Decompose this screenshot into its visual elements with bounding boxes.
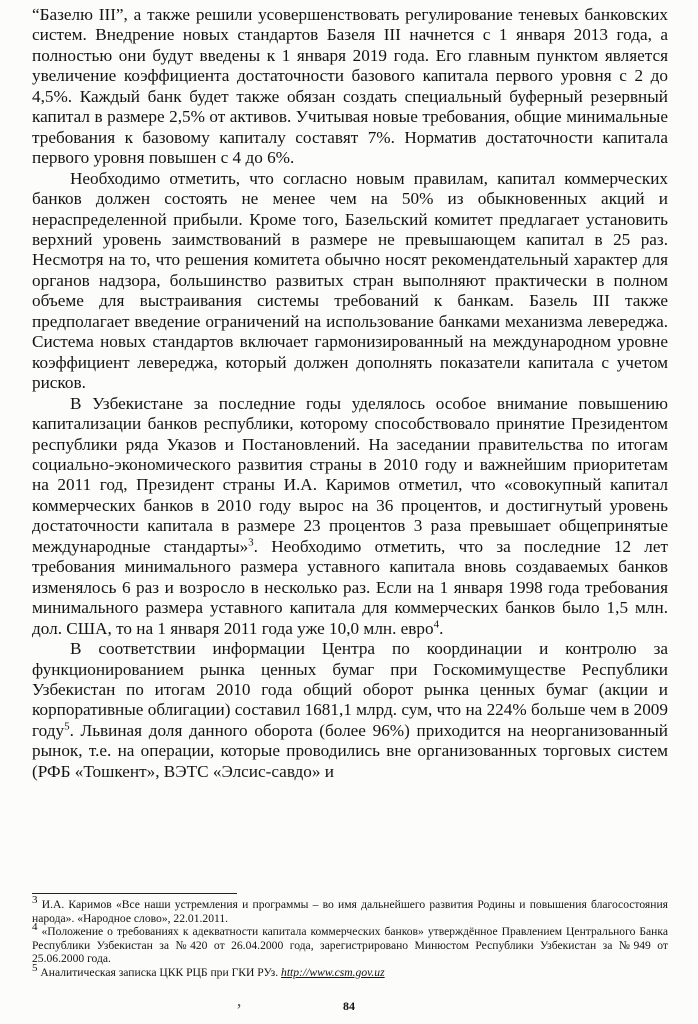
- paragraph-3-text-a: В Узбекистане за последние годы уделялось особое внимание повышению капитализации банков республики, которому способствовало принятие Президентом республики ряда Указов и Постановлений. На заседании правительства по итогам социально-экономического развития страны в 2010 году и важнейшим приоритетам на 2011 год, Президент страны И.А. Каримов отметил, что «совокупный капитал коммерческих банков в 2010 году вырос на 36 процентов, и достигнутый уровень достаточности капитала в размере 23 процентов 3 раза превышает общепринятые международные стандарты»: [32, 393, 668, 556]
- paragraph-4-text-b: . Львиная доля данного оборота (более 96%) приходится на неорганизованный рынок, т.е. на операции, которые проводились вне организованных торговых систем (РФБ «Тошкент», ВЭТС «Элсис-савдо» и: [32, 720, 668, 781]
- page-number: 84: [343, 999, 355, 1013]
- footnote-3: [32, 894, 668, 925]
- paragraph-4-text-a: В соответствии информации Центра по координации и контролю за функционированием рынка ценных бумаг при Госкомимуществе Республики Узбекистан по итогам 2010 года общий оборот рынка ценных бумаг (акции и корпоративные облигации) составил 1681,1 млрд. сум, что на 224% больше чем в 2009 году: [32, 639, 668, 740]
- paragraph-3: [32, 394, 668, 639]
- main-text: [32, 5, 668, 782]
- footnote-4-text: «Положение о требованиях к адекватности капитала коммерческих банков» утверждённое Правлением Центрального Банка Республики Узбекистан за №420 от 26.04.2000 года, зарегистрировано Минюстом Республики Узбекистан за №949 от 25.06.2000 года.: [32, 925, 668, 966]
- footnote-ref-5[interactable]: 5: [64, 720, 70, 733]
- footnote-5: [32, 962, 668, 980]
- footnotes: [32, 894, 668, 980]
- footnote-separator: [32, 893, 237, 894]
- footnote-5-number: 5: [32, 962, 38, 975]
- footnote-5-link[interactable]: http://www.csm.gov.uz: [281, 965, 385, 979]
- footnote-ref-3[interactable]: 3: [248, 536, 254, 549]
- paragraph-3-text-c: .: [439, 618, 444, 638]
- paragraph-1-text: “Базелю III”, а также решили усовершенствовать регулирование теневых банковских систем. Внедрение новых стандартов Базеля III начнется с 1 января 2013 года, а полностью они будут введены к 1 января 2019 года. Его главным пунктом является увеличение коэффициента достаточности базового капитала первого уровня с 2 до 4,5%. Каждый банк будет также обязан создать специальный буферный резервный капитал в размере 2,5% от активов. Учитывая новые требования, общие минимальные требования к базовому капиталу составят 7%. Норматив достаточности капитала первого уровня повышен с 4 до 6%.: [32, 5, 668, 168]
- paragraph-3-text-b: . Необходимо отметить, что за последние 12 лет требования минимального размера уставного капитала вновь создаваемых банков изменялось 6 раз и возросло в несколько раз. Если на 1 января 1998 года требования минимального размера уставного капитала для коммерческих банков было 1,5 млн. дол. США, то на 1 января 2011 года уже 10,0 млн. евро: [32, 536, 668, 638]
- footnote-4: [32, 921, 668, 966]
- scan-mark: ʼ: [236, 1000, 242, 1020]
- footnote-3-number: 3: [32, 894, 38, 907]
- paragraph-1: [32, 5, 668, 169]
- paragraph-2-text: Необходимо отметить, что согласно новым правилам, капитал коммерческих банков должен состоять не менее чем на 50% из обыкновенных акций и нераспределенной прибыли. Кроме того, Базельский комитет предлагает установить верхний уровень заимствований в размере не превышающем капитал в 25 раз. Несмотря на то, что решения комитета обычно носят рекомендательный характер для органов надзора, большинство развитых стран выполняют практически в полном объеме для выстраивания системы требований к банкам. Базель III также предполагает введение ограничений на использование банками механизма левереджа. Система новых стандартов включает гармонизированный на международном уровне коэффициент левереджа, который должен дополнять показатели капитала с учетом рисков.: [32, 168, 668, 393]
- paragraph-4: [32, 639, 668, 782]
- footnote-3-text: И.А. Каримов «Все наши устремления и программы – во имя дальнейшего развития Родины и повышения благосостояния народа». «Народное слово», 22.01.2011.: [32, 898, 668, 925]
- paragraph-2: [32, 169, 668, 394]
- footnote-4-number: 4: [32, 921, 38, 934]
- footnote-5-text: Аналитическая записка ЦКК РЦБ при ГКИ РУз.: [37, 965, 282, 979]
- footnote-ref-4[interactable]: 4: [433, 617, 440, 630]
